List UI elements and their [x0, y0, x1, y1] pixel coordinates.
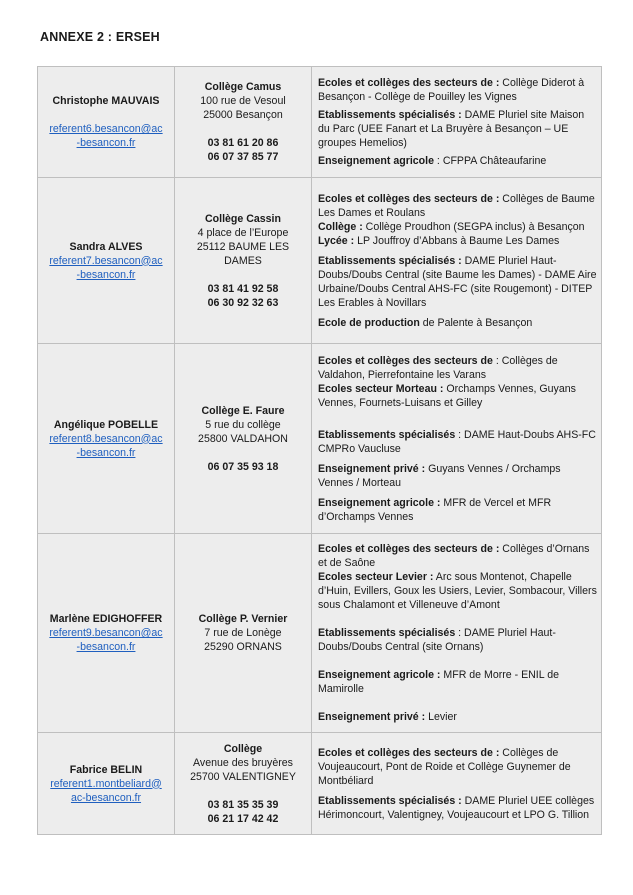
referent-email-link[interactable] [38, 777, 174, 805]
sector-label: Ecoles et collèges des secteurs de : [318, 77, 500, 89]
sector-label: Ecoles et collèges des secteurs de : [318, 192, 500, 205]
sector-text: LP Jouffroy d’Abbans à Baume Les Dames [354, 234, 560, 247]
sector-text: Arc sous Montenot, Chapelle d’Huin, Evillers, Goux les Usiers, Levier, Sombacour, Villers sous Chalamont et Villeneuve d’Amont [318, 571, 597, 611]
referent-email-link[interactable] [38, 254, 174, 282]
referent-name: Sandra ALVES [69, 240, 143, 253]
phone-number: 06 07 35 93 18 [207, 460, 279, 473]
referent-name: Marlène EDIGHOFFER [49, 613, 163, 625]
sector-label: Ecole de production [318, 316, 420, 329]
phone-number: 03 81 41 92 58 [207, 282, 279, 295]
college-name: Collège P. Vernier [198, 613, 288, 625]
email-line-1[interactable]: referent7.besancon@ac [49, 254, 163, 267]
sector-paragraph [318, 382, 597, 410]
sector-paragraph [318, 746, 597, 788]
sector-paragraph [318, 192, 597, 220]
email-line-1[interactable]: referent9.besancon@ac [49, 627, 163, 639]
sectors-cell [312, 67, 602, 178]
sector-label: Lycée : [318, 234, 355, 247]
sector-text: Levier [425, 711, 457, 723]
sector-paragraph [318, 794, 597, 822]
sector-label: Ecoles et collèges des secteurs de [318, 354, 493, 367]
sector-text: Collèges d’Ornans et de Saône [318, 543, 590, 569]
sector-text: : DAME Haut-Doubs AHS-FC CMPRo Vaucluse [318, 428, 596, 455]
college-address: 100 rue de Vesoul [200, 95, 286, 107]
sector-text: MFR de Vercel et MFR d’Orchamps Vennes [318, 496, 552, 523]
sector-label: Etablissements spécialisés : [318, 794, 462, 807]
phone-number: 03 81 35 35 39 [207, 798, 279, 811]
erseh-table [37, 66, 602, 835]
sector-paragraph [318, 626, 597, 654]
college-cell [175, 344, 312, 534]
phone-number: 06 30 92 32 63 [207, 296, 279, 309]
referent-email-link[interactable] [38, 626, 174, 654]
email-line-2[interactable]: -besancon.fr [76, 641, 136, 653]
sector-paragraph [318, 710, 597, 724]
college-cell [175, 67, 312, 178]
sectors-cell [312, 733, 602, 835]
referent-cell [38, 534, 175, 733]
sector-paragraph [318, 668, 597, 696]
college-address: DAMES [224, 254, 262, 267]
sector-text: Collège Diderot à Besançon - Collège de Pouilley les Vignes [318, 77, 585, 103]
college-name: Collège E. Faure [201, 404, 285, 417]
college-address: 25112 BAUME LES [196, 240, 290, 253]
email-line-2[interactable]: -besancon.fr [76, 446, 136, 459]
page-title: ANNEXE 2 : ERSEH [40, 30, 160, 44]
sector-label: Collège : [318, 220, 363, 233]
email-line-1[interactable]: referent1.montbeliard@ [50, 777, 162, 790]
college-address: 25700 VALENTIGNEY [190, 770, 296, 783]
email-line-1[interactable]: referent6.besancon@ac [49, 123, 163, 135]
referent-name: Fabrice BELIN [69, 763, 143, 776]
sector-text: DAME Pluriel Haut-Doubs/Doubs Central (site Baume les Dames) - DAME Aire Urbaine/Doubs Central AHS-FC (site Rougemont) - DITEP Les Erables à Novillars [318, 254, 597, 309]
sectors-cell [312, 178, 602, 344]
sector-paragraph [318, 254, 597, 310]
sector-label: Enseignement privé : [318, 711, 426, 723]
sector-paragraph [318, 354, 597, 382]
email-line-2[interactable]: -besancon.fr [76, 137, 136, 149]
sector-label: Etablissements spécialisés : [318, 109, 462, 121]
table-row [38, 67, 602, 178]
college-address: 7 rue de Lonège [204, 627, 282, 639]
email-line-2[interactable]: -besancon.fr [76, 268, 136, 281]
sector-label: Etablissements spécialisés : [318, 254, 462, 267]
sector-label: Etablissements spécialisés [318, 428, 456, 441]
referent-email-link[interactable] [38, 432, 174, 460]
sector-paragraph [318, 220, 597, 234]
sector-paragraph [318, 542, 597, 570]
college-address: 4 place de l’Europe [197, 226, 289, 239]
sector-label: Enseignement agricole [318, 155, 434, 167]
sector-label: Ecoles et collèges des secteurs de : [318, 746, 500, 759]
sectors-cell [312, 534, 602, 733]
college-cell [175, 178, 312, 344]
table-row [38, 534, 602, 733]
sector-paragraph [318, 316, 597, 330]
sector-paragraph [318, 428, 597, 456]
college-address: 5 rue du collège [205, 418, 281, 431]
table-row [38, 344, 602, 534]
phone-number: 06 07 37 85 77 [207, 151, 279, 163]
referent-cell [38, 733, 175, 835]
sector-label: Enseignement agricole : [318, 669, 441, 681]
sector-paragraph [318, 496, 597, 524]
referent-email-link[interactable] [38, 122, 174, 150]
sector-text: : Collèges de Valdahon, Pierrefontaine les Varans [318, 354, 558, 381]
sector-text: Collège Proudhon (SEGPA inclus) à Besançon [362, 220, 585, 233]
referent-cell [38, 178, 175, 344]
sector-label: Ecoles et collèges des secteurs de : [318, 543, 500, 555]
sector-text: DAME Pluriel site Maison du Parc (UEE Fanart et La Bruyère à Besançon – UE groupes Hemelios) [318, 109, 585, 149]
table-row [38, 733, 602, 835]
sector-paragraph [318, 76, 597, 104]
sector-text: DAME Pluriel UEE collèges Hérimoncourt, Valentigney, Voujeaucourt et LPO G. Tillion [318, 794, 595, 821]
college-cell [175, 733, 312, 835]
college-address: Avenue des bruyères [193, 756, 293, 769]
referent-cell [38, 67, 175, 178]
referent-cell [38, 344, 175, 534]
college-name: Collège Cassin [205, 212, 281, 225]
email-line-2[interactable]: ac-besancon.fr [70, 791, 142, 804]
college-name: Collège Camus [204, 81, 282, 93]
sector-text: : DAME Pluriel Haut-Doubs/Doubs Central (site Ornans) [318, 627, 556, 653]
sector-paragraph [318, 570, 597, 612]
college-name: Collège [223, 742, 263, 755]
sector-text: : CFPPA Châteaufarine [433, 155, 547, 167]
sector-label: Enseignement agricole : [318, 496, 441, 509]
sector-text: MFR de Morre - ENIL de Mamirolle [318, 669, 559, 695]
email-line-1[interactable]: referent8.besancon@ac [49, 432, 163, 445]
phone-number: 03 81 61 20 86 [207, 137, 279, 149]
college-address: 25000 Besançon [203, 109, 283, 121]
college-cell [175, 534, 312, 733]
sector-text: Collèges de Baume Les Dames et Roulans [318, 192, 595, 219]
sector-text: Collèges de Voujeaucourt, Pont de Roide et Collège Guynemer de Montbéliard [318, 746, 571, 787]
sector-text: Guyans Vennes / Orchamps Vennes / Morteau [318, 462, 561, 489]
referent-name: Angélique POBELLE [53, 418, 159, 431]
sector-label: Ecoles secteur Morteau : [318, 382, 444, 395]
sector-label: Ecoles secteur Levier : [318, 571, 434, 583]
table-row [38, 178, 602, 344]
sector-label: Enseignement privé : [318, 462, 426, 475]
sector-paragraph [318, 108, 597, 150]
college-address: 25800 VALDAHON [198, 432, 288, 445]
phone-number: 06 21 17 42 42 [207, 812, 279, 825]
sector-paragraph [318, 154, 597, 168]
sector-label: Etablissements spécialisés [318, 627, 456, 639]
referent-name: Christophe MAUVAIS [52, 95, 160, 107]
college-address: 25290 ORNANS [204, 641, 282, 653]
sector-text: de Palente à Besançon [419, 316, 533, 329]
sector-paragraph [318, 462, 597, 490]
sector-paragraph [318, 234, 597, 248]
sector-text: Orchamps Vennes, Guyans Vennes, Fournets-Luisans et Gilley [318, 382, 576, 409]
sectors-cell [312, 344, 602, 534]
